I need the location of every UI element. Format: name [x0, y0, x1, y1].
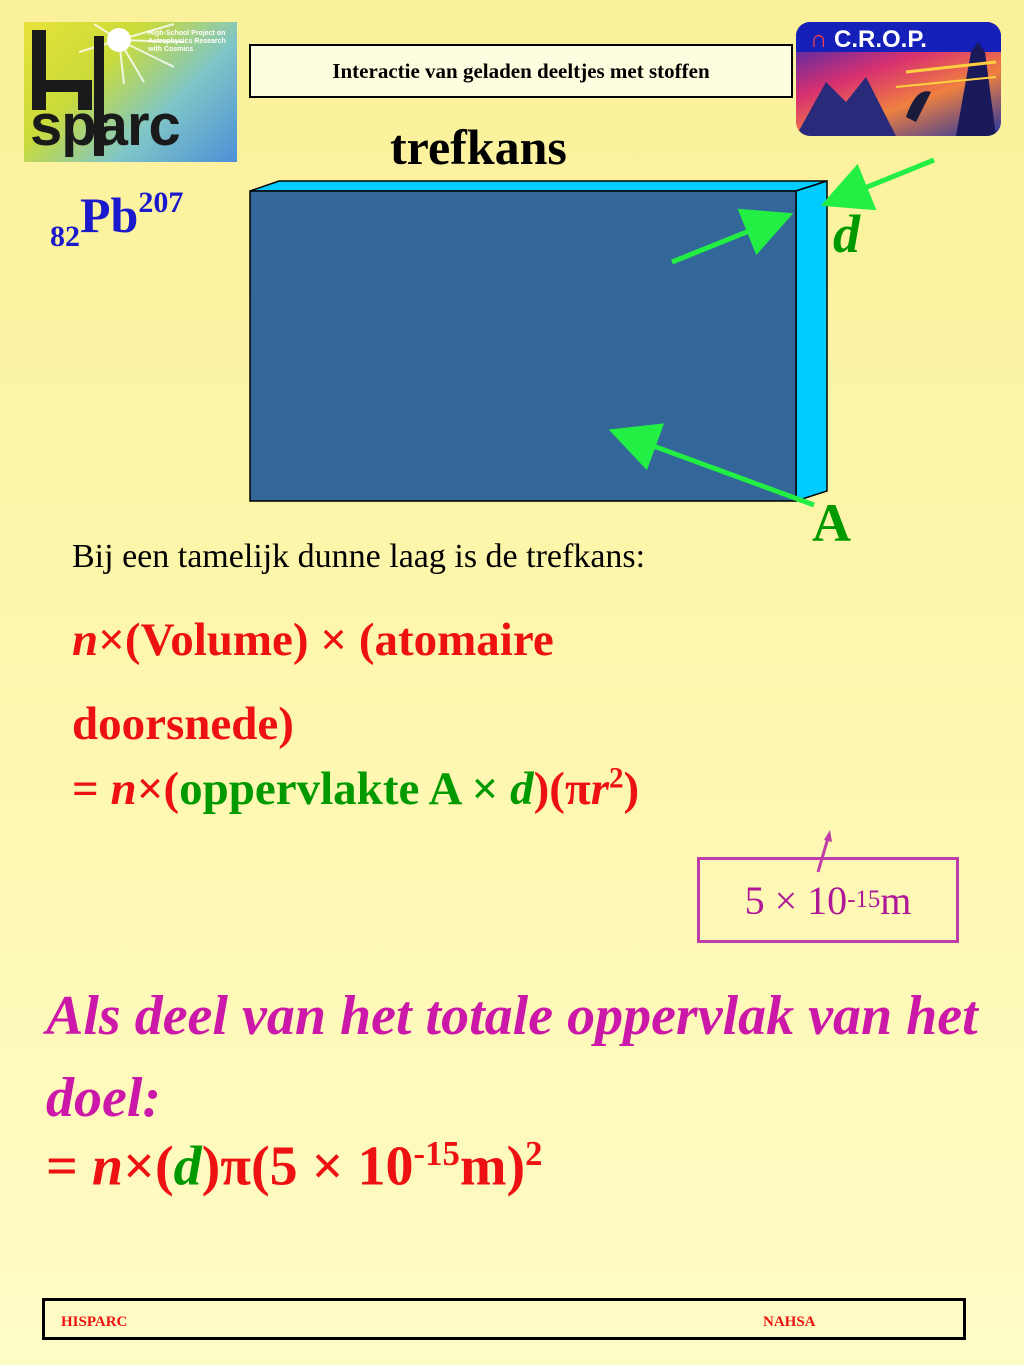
formula2-end: ) [623, 763, 640, 815]
formula2-n: n [110, 763, 137, 815]
hisparc-logo [24, 22, 237, 162]
sun-icon [107, 28, 131, 52]
radius-unit: m [880, 877, 912, 923]
formula2-r: r [590, 763, 609, 815]
formula2-open: ×( [136, 763, 180, 815]
slide-title-box [249, 44, 793, 98]
hisparc-tagline: High-School Project on Astrophysics Research with Cosmics [148, 30, 226, 53]
footer-bar [42, 1298, 966, 1340]
formula2-surface: oppervlakte A × [179, 763, 511, 815]
crane-icon [906, 91, 931, 122]
radius-mantissa: 5 × 10 [744, 877, 848, 923]
formula1-rest: ×(Volume) × (atomaire doorsnede) [72, 614, 554, 750]
intro-text: Bij een tamelijk dunne laag is de trefkans: [72, 538, 646, 575]
slide-heading: trefkans [390, 119, 567, 175]
formula-volume [72, 598, 752, 766]
slab-front-face [250, 191, 796, 501]
slab-side-face [796, 181, 827, 501]
formula3-eq: = [46, 1135, 92, 1198]
formula2-close: )( [533, 763, 565, 815]
slide-title: Interactie van geladen deeltjes met stoffen [332, 58, 710, 83]
formula2-d: d [510, 763, 534, 815]
footer-right: NAHSA [763, 1314, 816, 1330]
formula2-pi: π [564, 763, 591, 815]
arrow-to-thickness [830, 160, 934, 202]
formula3-power: 2 [525, 1134, 543, 1173]
area-label: A [812, 493, 851, 553]
radius-exponent: -15 [847, 886, 881, 913]
formula-fraction [46, 1134, 542, 1199]
footer-left: HISPARC [61, 1314, 128, 1330]
crop-logo [796, 22, 1001, 136]
formula3-open: ×( [123, 1135, 174, 1198]
fraction-note: Als deel van het totale oppervlak van het doel: [46, 985, 978, 1129]
formula-area [72, 762, 639, 816]
crop-mark-icon: ∩ [810, 26, 828, 53]
isotope-notation [50, 186, 183, 254]
element-symbol: Pb [80, 187, 139, 243]
mass-number: 207 [138, 186, 184, 219]
formula3-unit: m) [459, 1135, 526, 1198]
hisparc-wordmark: sparc [30, 93, 180, 158]
thickness-label: d [833, 204, 860, 264]
crop-wordmark: C.R.O.P. [834, 26, 927, 53]
formula3-pi-term: )π(5 × 10 [201, 1135, 414, 1198]
formula2-eq: = [72, 763, 111, 815]
formula3-d: d [173, 1135, 202, 1198]
formula1-n: n [72, 614, 99, 666]
formula3-exponent: -15 [413, 1134, 460, 1173]
slab-top-face [250, 181, 827, 191]
atomic-number: 82 [50, 220, 80, 253]
formula3-n: n [91, 1135, 124, 1198]
radius-value-box [697, 857, 959, 943]
formula2-exp: 2 [608, 762, 624, 795]
